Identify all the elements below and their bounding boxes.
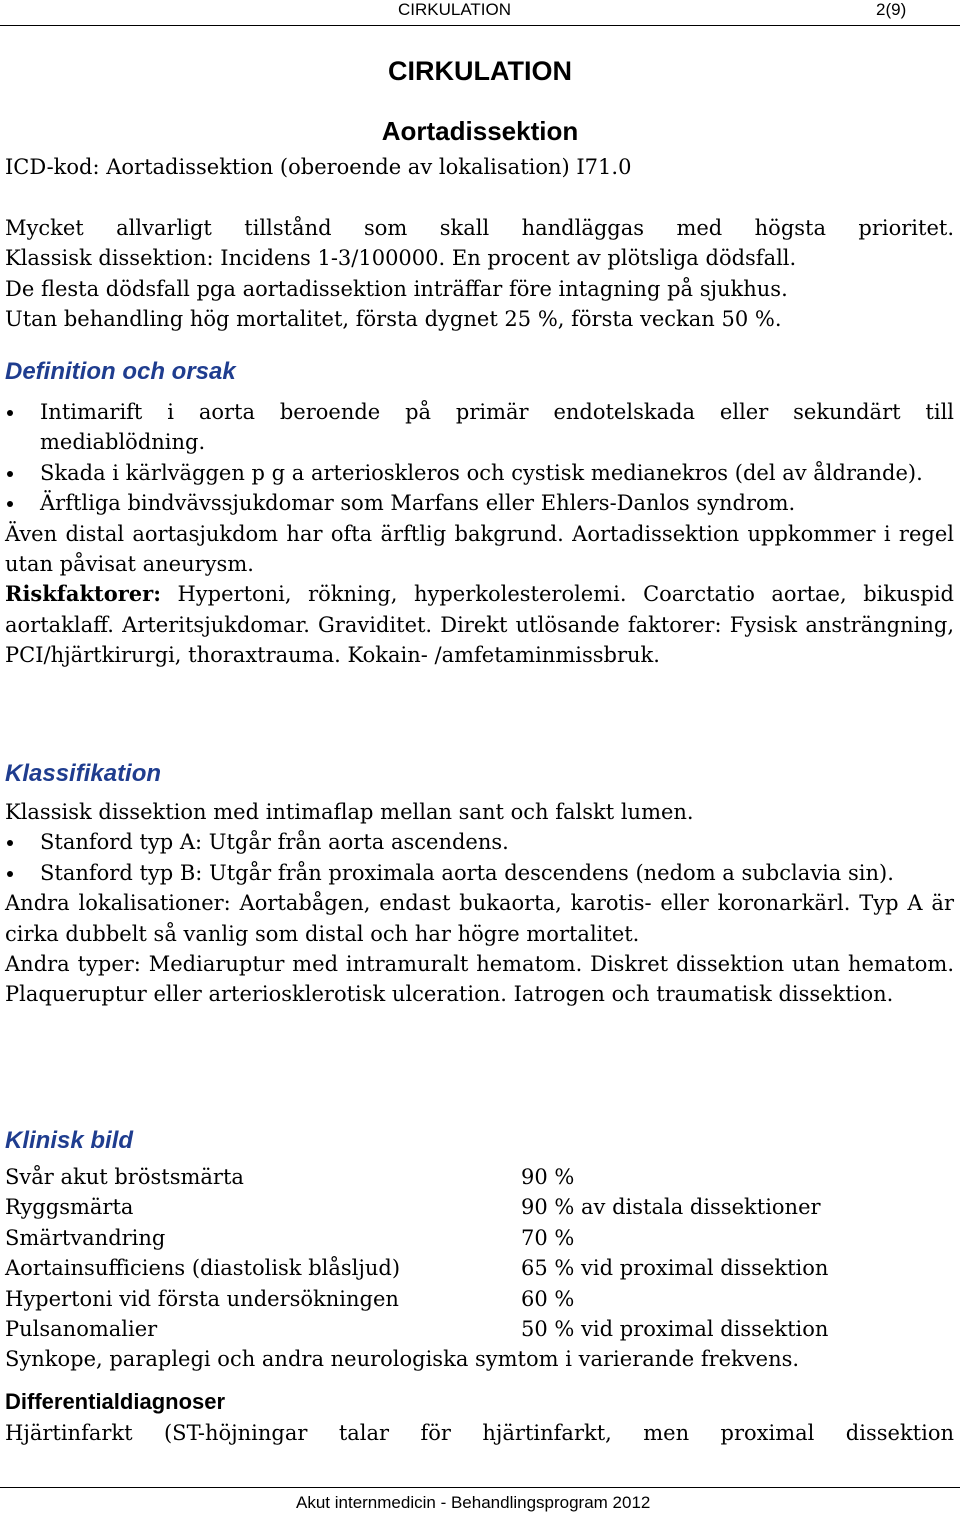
intro-line: Mycket allvarligt tillstånd som skall handläggas med högsta prioritet. bbox=[5, 215, 954, 240]
table-row bbox=[5, 1284, 828, 1314]
section-heading-differential: Differentialdiagnoser bbox=[5, 1389, 226, 1414]
differential-text: Hjärtinfarkt (ST-höjningar talar för hjärtinfarkt, men proximal dissektion bbox=[5, 1421, 954, 1445]
klassifikation-paragraph: Andra typer: Mediaruptur med intramuralt hematom. Diskret dissektion utan hematom. Plaqueruptur eller arteriosklerotisk ulceration. Iatrogen och traumatisk dissektion. bbox=[5, 952, 954, 1007]
differential-section bbox=[5, 1388, 954, 1448]
definition-note: Även distal aortasjukdom har ofta ärftlig bakgrund. Aortadissektion uppkommer i regel utan påvisat aneurysm. bbox=[5, 521, 954, 577]
intro-block bbox=[5, 152, 954, 334]
list-item: Ärftliga bindvävssjukdomar som Marfans eller Ehlers-Danlos syndrom. bbox=[5, 488, 954, 518]
page-number: 2(9) bbox=[876, 0, 907, 19]
table-row bbox=[5, 1253, 828, 1283]
klassifikation-section bbox=[5, 759, 954, 1010]
list-item: Intimarift i aorta beroende på primär endotelskada eller sekundärt till mediablödning. bbox=[5, 397, 954, 458]
frequency-cell: 50 % vid proximal dissektion bbox=[521, 1317, 829, 1342]
definition-section bbox=[5, 357, 954, 671]
symptom-cell: Svår akut bröstsmärta bbox=[5, 1165, 244, 1189]
symptom-cell: Smärtvandring bbox=[5, 1225, 166, 1250]
symptom-cell: Ryggsmärta bbox=[5, 1195, 134, 1220]
intro-line: Klassisk dissektion: Incidens 1-3/100000. En procent av plötsliga dödsfall. bbox=[5, 246, 797, 271]
table-row bbox=[5, 1162, 828, 1192]
frequency-cell: 90 % bbox=[521, 1165, 575, 1189]
definition-bullets bbox=[5, 397, 954, 519]
risk-label: Riskfaktorer: bbox=[5, 581, 161, 607]
page-header bbox=[0, 0, 960, 22]
symptom-cell: Hypertoni vid första undersökningen bbox=[5, 1286, 399, 1311]
symptom-cell: Pulsanomalier bbox=[5, 1317, 158, 1342]
footer-text: Akut internmedicin - Behandlingsprogram 2012 bbox=[296, 1493, 651, 1512]
frequency-cell: 90 % av distala dissektioner bbox=[521, 1195, 821, 1220]
list-item: Stanford typ A: Utgår från aorta ascendens. bbox=[5, 827, 954, 857]
frequency-cell: 60 % bbox=[521, 1286, 575, 1311]
table-row bbox=[5, 1223, 828, 1253]
klassifikation-bullets bbox=[5, 827, 954, 888]
klassifikation-paragraph: Andra lokalisationer: Aortabågen, endast bukaorta, karotis- eller koronarkärl. Typ A är cirka dubbelt så vanlig som distal och har högre mortalitet. bbox=[5, 891, 954, 946]
header-title: CIRKULATION bbox=[398, 0, 512, 19]
table-row bbox=[5, 1192, 828, 1222]
document-title: CIRKULATION bbox=[388, 56, 572, 86]
icd-code: ICD-kod: Aortadissektion (oberoende av lokalisation) I71.0 bbox=[5, 155, 632, 179]
symptom-table bbox=[5, 1162, 828, 1344]
footer-rule bbox=[0, 1487, 960, 1488]
table-row bbox=[5, 1314, 828, 1344]
topic-title: Aortadissektion bbox=[381, 116, 579, 146]
intro-line: Utan behandling hög mortalitet, första dygnet 25 %, första veckan 50 %. bbox=[5, 307, 782, 332]
page-footer bbox=[0, 1487, 960, 1512]
header-rule bbox=[0, 25, 960, 26]
frequency-cell: 65 % vid proximal dissektion bbox=[521, 1256, 829, 1281]
intro-line: De flesta dödsfall pga aortadissektion inträffar före intagning på sjukhus. bbox=[5, 276, 788, 301]
klassifikation-intro: Klassisk dissektion med intimaflap mellan sant och falskt lumen. bbox=[5, 800, 694, 824]
section-heading-definition: Definition och orsak bbox=[5, 358, 236, 385]
symptom-cell: Aortainsufficiens (diastolisk blåsljud) bbox=[5, 1256, 401, 1281]
list-item: Skada i kärlväggen p g a arterioskleros och cystisk medianekros (del av åldrande). bbox=[5, 458, 954, 488]
section-heading-klassifikation: Klassifikation bbox=[5, 760, 162, 787]
risk-factors bbox=[5, 579, 954, 670]
klinisk-note: Synkope, paraplegi och andra neurologiska symtom i varierande frekvens. bbox=[5, 1347, 800, 1372]
risk-text: Hypertoni, rökning, hyperkolesterolemi. Coarctatio aortae, bikuspid aortaklaff. Arteritsjukdomar. Graviditet. Direkt utlösande faktorer: Fysisk ansträngning, PCI/hjärtkirurgi, thoraxtrauma. Kokain- /amfetaminmissbruk. bbox=[5, 582, 954, 668]
frequency-cell: 70 % bbox=[521, 1225, 575, 1250]
klinisk-section bbox=[5, 1126, 954, 1375]
list-item: Stanford typ B: Utgår från proximala aorta descendens (nedom a subclavia sin). bbox=[5, 858, 954, 888]
section-heading-klinisk: Klinisk bild bbox=[5, 1127, 134, 1154]
